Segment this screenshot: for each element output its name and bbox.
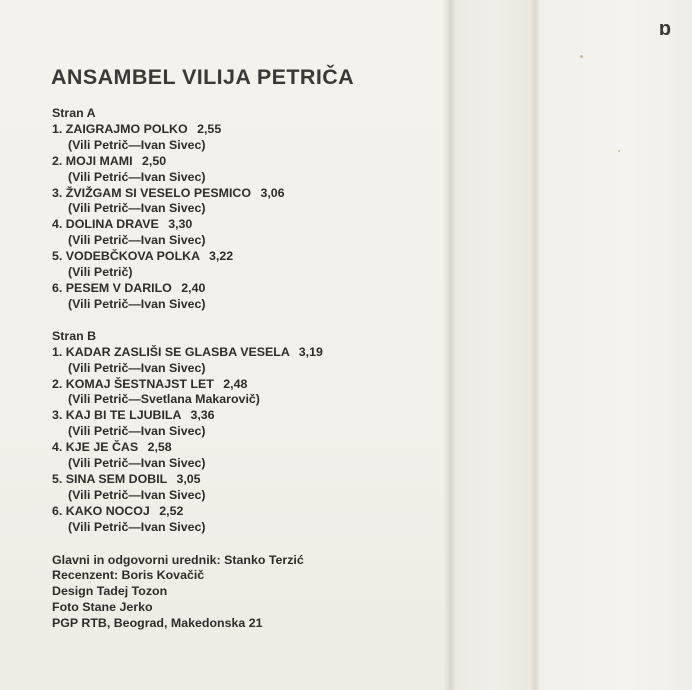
publisher-address: PGP RTB, Beograd, Makedonska 21 [52, 616, 263, 631]
track-duration: 2,55 [197, 121, 222, 136]
card-fold-crease [442, 0, 456, 690]
track-duration: 3,30 [168, 217, 193, 232]
track-duration: 2,52 [159, 503, 184, 518]
track-credit: (Vili Petrič—Ivan Sivec) [68, 487, 206, 502]
track-duration: 3,05 [176, 471, 201, 486]
track-item [52, 154, 323, 186]
track-credit: (Vili Petrič—Ivan Sivec) [68, 424, 206, 439]
track-number: 3. [52, 408, 63, 423]
track-number: 1. [52, 121, 63, 136]
track-number: 5. [52, 471, 63, 486]
track-number: 6. [52, 280, 63, 295]
track-title: SINA SEM DOBIL [65, 471, 167, 486]
track-item [52, 472, 323, 504]
track-duration: 2,40 [181, 280, 206, 295]
track-duration: 3,19 [298, 344, 323, 359]
side-b-tracks [52, 345, 323, 536]
track-title: PESEM V DARILO [65, 280, 172, 295]
track-duration: 3,22 [209, 249, 234, 264]
track-title: DOLINA DRAVE [65, 217, 159, 232]
track-item [52, 377, 323, 409]
paper-speck [580, 55, 583, 58]
track-item [52, 122, 323, 154]
card-fold-crease-2 [530, 0, 540, 690]
corner-mark: ɒ [658, 18, 672, 40]
track-credit: (Vili Petrič) [68, 265, 133, 280]
track-title: ZAIGRAJMO POLKO [65, 121, 188, 136]
track-duration: 2,48 [223, 376, 248, 391]
track-title: ŽVIŽGAM SI VESELO PESMICO [65, 185, 251, 200]
track-item [52, 281, 323, 313]
track-listing [52, 106, 323, 632]
track-item [52, 408, 323, 440]
track-title: KAKO NOCOJ [65, 503, 150, 518]
production-credits [52, 553, 323, 633]
track-item [52, 217, 323, 249]
side-a-label: Stran A [52, 106, 96, 120]
track-credit: (Vili Petrič—Ivan Sivec) [68, 201, 206, 216]
track-item [52, 249, 323, 281]
track-number: 3. [52, 185, 63, 200]
track-item [52, 440, 323, 472]
flap-panel [540, 0, 692, 690]
track-credit: (Vili Petrič—Ivan Sivec) [68, 137, 206, 152]
track-number: 6. [52, 503, 63, 518]
side-a-tracks [52, 122, 323, 313]
side-b-label: Stran B [52, 328, 97, 343]
spine-panel [456, 0, 532, 690]
track-duration: 2,58 [147, 440, 172, 455]
track-number: 5. [52, 249, 63, 264]
track-credit: (Vili Petrič—Ivan Sivec) [68, 296, 206, 311]
track-item [52, 186, 323, 218]
track-duration: 3,06 [260, 185, 285, 200]
track-number: 2. [52, 376, 63, 391]
track-credit: (Vili Petrič—Ivan Sivec) [68, 360, 206, 375]
track-item [52, 504, 323, 536]
track-number: 4. [52, 217, 63, 232]
track-title: KJE JE ČAS [65, 440, 139, 455]
track-credit: (Vili Petrič—Svetlana Makarovič) [68, 392, 260, 407]
editor-credit: Glavni in odgovorni urednik: Stanko Terzić [52, 552, 304, 567]
track-item [52, 345, 323, 377]
album-title: ANSAMBEL VILIJA PETRIČA [51, 65, 355, 89]
paper-speck [618, 150, 620, 152]
reviewer-credit: Recenzent: Boris Kovačič [52, 568, 205, 583]
track-credit: (Vili Petrič—Ivan Sivec) [68, 233, 206, 248]
track-number: 2. [52, 153, 63, 168]
design-credit: Design Tadej Tozon [52, 584, 168, 599]
track-credit: (Vili Petrić—Ivan Sivec) [68, 169, 206, 184]
track-number: 1. [52, 344, 63, 359]
track-title: KADAR ZASLIŠI SE GLASBA VESELA [65, 344, 290, 359]
photo-credit: Foto Stane Jerko [52, 600, 153, 615]
track-credit: (Vili Petrič—Ivan Sivec) [68, 519, 206, 534]
track-number: 4. [52, 440, 63, 455]
track-duration: 3,36 [190, 408, 215, 423]
track-title: VODEBČKOVA POLKA [65, 249, 200, 264]
track-title: KOMAJ ŠESTNAJST LET [65, 376, 214, 391]
track-title: MOJI MAMI [65, 153, 133, 168]
track-credit: (Vili Petrič—Ivan Sivec) [68, 456, 206, 471]
track-title: KAJ BI TE LJUBILA [65, 408, 181, 423]
track-duration: 2,50 [142, 153, 167, 168]
